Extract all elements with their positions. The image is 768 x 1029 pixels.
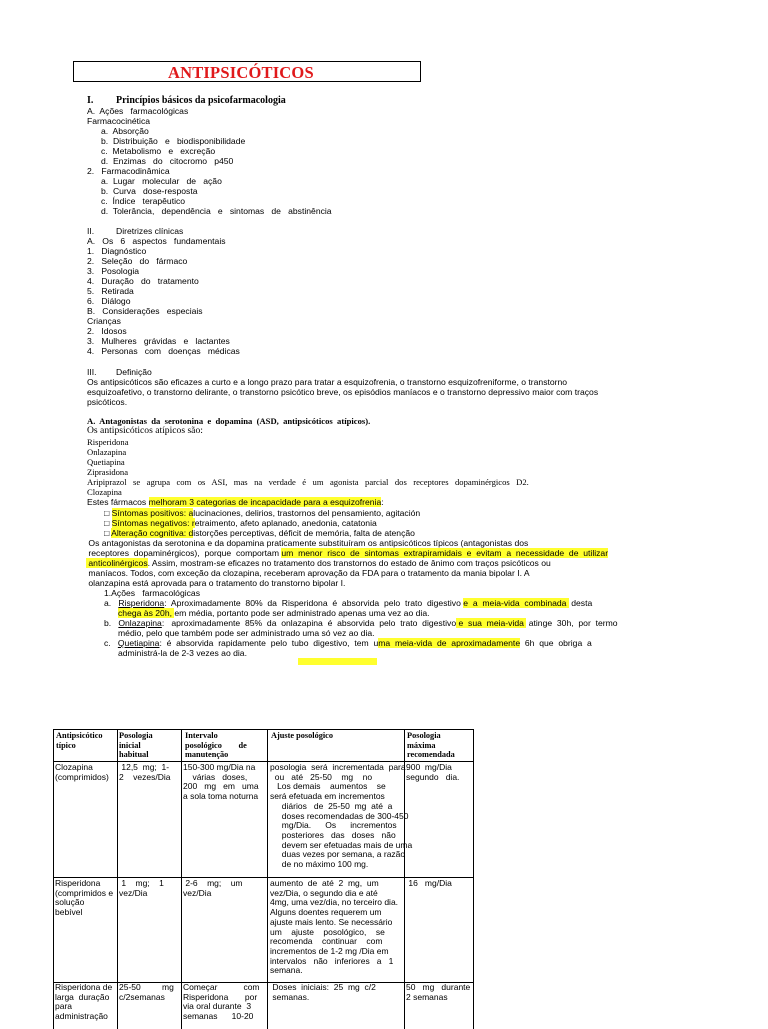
header-line: Ajuste posológico xyxy=(271,731,333,740)
table-header-antipsicotico xyxy=(56,731,103,750)
list-item: A. Os 6 aspectos fundamentais xyxy=(87,236,226,246)
list-item: Farmacocinética xyxy=(87,116,151,126)
table-cell-line: 900 mg/Dia xyxy=(406,762,452,772)
bullet-highlight: Alteração cognitiva: d xyxy=(111,528,194,538)
item-b-text: : aproximadamente 85% da onlazapina é absorvida pelo trato digestivo xyxy=(161,618,457,628)
header-line: recomendada xyxy=(407,750,455,759)
header-line: habitual xyxy=(119,750,149,759)
table-cell-line: (comprimidos) xyxy=(55,771,109,782)
header-line: manutenção xyxy=(185,750,229,759)
table-cell-line: para xyxy=(55,1001,73,1012)
item-a-line-2 xyxy=(118,608,430,618)
drug-quetiapina: Quetiapina xyxy=(87,457,125,467)
subheading-asd: A. Antagonistas da serotonina e dopamina (ASD, antipsicóticos atípicos). xyxy=(87,416,371,426)
header-line: Posologia xyxy=(119,731,153,740)
item-a-text-2: em média, portanto pode ser administrado apenas uma vez ao dia. xyxy=(174,608,430,618)
table-border xyxy=(53,729,54,1029)
table-border xyxy=(404,729,405,1029)
item-a-drug: Risperidona xyxy=(118,598,165,608)
table-cell-line: será efetuada em incrementos xyxy=(270,791,385,802)
estes-pre: Estes fármacos xyxy=(87,497,149,507)
item-a-text-end: desta xyxy=(568,598,593,608)
table-header-posologia-inicial xyxy=(119,731,153,760)
table-cell-line: ou até 25-50 mg no xyxy=(270,771,373,782)
drug-clozapina: Clozapina xyxy=(87,487,122,497)
checkbox-icon: □ xyxy=(104,528,112,538)
definition-line-1: Os antipsicóticos são eficazes a curto e a longo prazo para tratar a esquizofrenia, o transtorno esquizofreniforme, o transtorno xyxy=(87,377,568,387)
asd-line2-highlight: um menor risco de sintomas extrapiramidais e evitam a necessidade de utilizar xyxy=(281,548,609,558)
header-line: Posologia xyxy=(407,731,441,740)
item-b-marker: b. xyxy=(104,618,119,628)
table-cell-line: 150-300 mg/Dia na xyxy=(183,762,256,772)
table-cell-line: semana. xyxy=(270,965,303,976)
table-cell-line: Risperidona de xyxy=(55,982,113,992)
section-1-number: I. xyxy=(87,95,94,106)
list-item: 3. Posologia xyxy=(87,266,140,276)
list-item: Crianças xyxy=(87,316,121,326)
list-item: 5. Retirada xyxy=(87,286,134,296)
table-cell-line: vez/Dia xyxy=(119,887,148,898)
table-cell-line: Alguns doentes requerem um xyxy=(270,907,382,918)
checkbox-icon: □ xyxy=(104,508,112,518)
definition-line-3: psicóticos. xyxy=(87,397,128,407)
list-item: b. Distribuição e biodisponibilidade xyxy=(101,136,246,146)
table-cell-line: 4mg, uma vez/dia, no terceiro dia. xyxy=(270,897,399,908)
anticolinergicos-highlight: anticolinérgicos xyxy=(86,558,148,568)
list-item: b. Curva dose-resposta xyxy=(101,186,198,196)
section-1-heading: Princípios básicos da psicofarmacologia xyxy=(116,95,286,106)
table-cell-line: 2 vezes/Dia xyxy=(119,771,171,782)
table-cell-line: ajuste mais lento. Se necessário xyxy=(270,916,393,927)
item-a-text: : Aproximadamente 80% da Risperidona é absorvida pelo trato digestivo xyxy=(164,598,464,608)
bullet-negativos xyxy=(104,518,377,528)
section-3-number: III. xyxy=(87,367,97,377)
table-cell-line: Doses iniciais: 25 mg c/2 xyxy=(270,982,376,992)
table-cell-line: 50 mg durante xyxy=(406,982,471,992)
drug-onlazapina: Onlazapina xyxy=(87,447,127,457)
item-c-marker: c. xyxy=(104,638,118,648)
asd-para-line-5: olanzapina está aprovada para o tratamento do transtorno bipolar I. xyxy=(86,578,346,588)
bullet-highlight: Síntomas negativos: r xyxy=(111,518,195,528)
item-c-line-1 xyxy=(104,638,592,648)
list-item: a. Lugar molecular de ação xyxy=(101,176,222,186)
table-cell-line: incrementos de 1-2 mg /Dia em xyxy=(270,945,389,956)
header-line: inicial xyxy=(119,740,141,750)
asd-para-line-4: maníacos. Todos, com exceção da clozapina, receberam aprovação da FDA para o tratamento da mania bipolar I. A xyxy=(86,568,530,578)
table-cell-line: segundo dia. xyxy=(406,771,460,782)
list-item: 4. Personas com doenças médicas xyxy=(87,346,240,356)
drug-risperidona: Risperidona xyxy=(87,437,129,447)
table-cell-line: 1 mg; 1 xyxy=(119,878,164,888)
list-item: B. Considerações especiais xyxy=(87,306,203,316)
list-item: 1. Diagnóstico xyxy=(87,246,147,256)
asd-line2-pre: receptores dopaminérgicos), porque comportam xyxy=(86,548,282,558)
table-cell-line: mg/Dia. Os incrementos xyxy=(270,820,397,831)
asd-line3-post: . Assim, mostram-se eficazes no tratamento dos transtornos do estado de ânimo com traços psicóticos ou xyxy=(147,558,551,568)
list-item: c. Metabolismo e excreção xyxy=(101,146,216,156)
item-b-text-end: atinge 30h, por termo xyxy=(526,618,618,628)
item-c-drug: Quetiapina xyxy=(117,638,160,648)
table-cell-line: c/2semanas xyxy=(119,991,165,1002)
item-a-marker: a. xyxy=(104,598,119,608)
table-cell-line: um ajuste posológico, se xyxy=(270,926,385,937)
item-c-text-end: 6h que obriga a xyxy=(520,638,592,648)
table-cell-line: doses recomendadas de 300-450 xyxy=(270,810,409,821)
table-cell-line: vez/Dia xyxy=(183,887,212,898)
list-item: 4. Duração do tratamento xyxy=(87,276,199,286)
section-2-number: II. xyxy=(87,226,95,236)
table-cell-line: recomenda continuar com xyxy=(270,936,383,947)
table-border xyxy=(117,729,118,1029)
list-item: d. Enzimas do citocromo p450 xyxy=(101,156,234,166)
table-cell-line: de no máximo 100 mg. xyxy=(270,859,369,869)
table-cell-line: vez/Dia, o segundo dia e até xyxy=(270,887,378,898)
table-cell-line: 16 mg/Dia xyxy=(406,878,452,888)
highlight-mark xyxy=(298,658,377,665)
list-item: 2. Idosos xyxy=(87,326,127,336)
list-item: 2. Farmacodinâmica xyxy=(87,166,170,176)
title-box xyxy=(73,61,421,82)
acoes-farmacologicas: 1.Ações farmacológicas xyxy=(104,588,201,598)
bullet-text: lucinaciones, delirios, trastornos del pensamiento, agitación xyxy=(193,508,421,518)
list-item: 3. Mulheres grávidas e lactantes xyxy=(87,336,230,346)
table-cell-line: 2 semanas xyxy=(406,991,448,1002)
item-b-line-1 xyxy=(104,618,618,628)
item-a-line-1 xyxy=(104,598,592,608)
table-cell-line: posologia será incrementada para xyxy=(270,762,406,772)
table-cell-line: solução xyxy=(55,897,85,908)
header-line: típico xyxy=(56,740,76,750)
table-header-intervalo xyxy=(185,731,247,760)
bullet-highlight: Síntomas positivos: a xyxy=(111,508,194,518)
table-cell-line: diários de 25-50 mg até a xyxy=(270,800,393,811)
table-cell-line: via oral durante 3 xyxy=(183,1001,252,1012)
section-2-heading: Diretrizes clínicas xyxy=(116,226,184,236)
list-item: 6. Diálogo xyxy=(87,296,131,306)
table-cell-line: aumento de até 2 mg, um xyxy=(270,878,379,888)
definition-line-2: esquizoafetivo, o transtorno delirante, o transtorno psicótico breve, os episódios maníacos e o transtorno depressivo maior com traços xyxy=(87,387,599,397)
drug-ziprasidona: Ziprasidona xyxy=(87,467,129,477)
table-cell-line: 25-50 mg xyxy=(119,982,174,992)
list-item: A. Ações farmacológicas xyxy=(87,106,189,116)
atypical-intro: Os antipsicóticos atípicos são: xyxy=(87,425,203,436)
item-c-highlight: ma meia-vida de aproximadamente xyxy=(378,638,521,648)
bullet-cognitiva xyxy=(104,528,415,538)
table-cell-line: devem ser efetuadas mais de uma xyxy=(270,839,413,850)
table-cell-line: Começar com xyxy=(183,982,260,992)
bullet-positivos xyxy=(104,508,420,518)
table-cell-line: Risperidona por xyxy=(183,991,258,1002)
item-b-highlight: e sua meia-vida xyxy=(456,618,527,628)
header-line: posológico de xyxy=(185,740,247,750)
document-title: ANTIPSICÓTICOS xyxy=(168,63,314,82)
dosage-table xyxy=(53,729,474,1029)
item-a-highlight: e a meia-vida combinada xyxy=(463,598,569,608)
item-b-line-2: médio, pelo que também pode ser administrado uma só vez ao dia. xyxy=(118,628,375,638)
list-item: c. Índice terapêutico xyxy=(101,196,186,206)
table-cell-line: duas vezes por semana, a razão xyxy=(270,849,406,860)
table-cell-line: (comprimidos e xyxy=(55,887,114,898)
item-c-line-2: administrá-la de 2-3 vezes ao dia. xyxy=(118,648,247,658)
list-item: 2. Seleção do fármaco xyxy=(87,256,188,266)
header-line: Intervalo xyxy=(185,731,218,740)
list-item: d. Tolerância, dependência e sintomas de abstinência xyxy=(101,206,332,216)
table-border xyxy=(267,729,268,1029)
table-cell-line: semanas 10-20 xyxy=(183,1011,254,1022)
estes-post: : xyxy=(381,497,384,507)
estes-farmacos-line xyxy=(87,497,384,507)
header-line: Antipsicótico xyxy=(56,731,103,740)
table-cell-line: intervalos não inferiores a 1 xyxy=(270,955,394,966)
item-c-text: : é absorvida rapidamente pelo tubo digestivo, tem u xyxy=(159,638,379,648)
table-cell-line: bebível xyxy=(55,907,83,918)
table-border xyxy=(473,729,474,1029)
aripiprazol-line: Aripiprazol se agrupa com os ASI, mas na verdade é um agonista parcial dos receptores dopaminérgicos D2. xyxy=(87,477,529,487)
table-cell-line: Clozapina xyxy=(55,762,93,772)
asd-para-line-2 xyxy=(86,548,608,558)
table-cell-line: 2-6 mg; um xyxy=(183,878,243,888)
table-cell-line: Los demais aumentos se xyxy=(270,781,386,792)
table-cell-line: várias doses, xyxy=(183,771,248,782)
item-a-highlight-2: chega às 20h, xyxy=(118,608,175,618)
table-cell-line: Risperidona xyxy=(55,878,101,888)
section-3-heading: Definição xyxy=(116,367,152,377)
bullet-text: etraimento, afeto aplanado, anedonia, catatonia xyxy=(194,518,377,528)
table-cell-line: administração xyxy=(55,1011,108,1022)
list-item: a. Absorção xyxy=(101,126,149,136)
table-cell-line: semanas. xyxy=(270,991,310,1002)
item-b-drug: Onlazapina xyxy=(118,618,162,628)
table-cell-line: larga duração xyxy=(55,991,110,1002)
table-header-ajuste xyxy=(271,731,333,741)
checkbox-icon: □ xyxy=(104,518,112,528)
table-border xyxy=(181,729,182,1029)
table-cell-line: 200 mg em uma xyxy=(183,781,259,792)
estes-highlight: melhoram 3 categorias de incapacidade para a esquizofrenia xyxy=(148,497,382,507)
header-line: máxima xyxy=(407,740,436,750)
bullet-text: istorções perceptivas, déficit de memória, falta de atenção xyxy=(193,528,415,538)
asd-para-line-3 xyxy=(86,558,551,568)
table-cell-line: posteriores das doses não xyxy=(270,829,396,840)
table-cell-line: a sola toma noturna xyxy=(183,791,259,802)
table-cell-line: 12,5 mg; 1- xyxy=(119,762,170,772)
asd-para-line-1: Os antagonistas da serotonina e da dopamina praticamente substituíram os antipsicóticos típicos (antagonistas dos xyxy=(86,538,529,548)
table-header-posologia-maxima xyxy=(407,731,455,760)
